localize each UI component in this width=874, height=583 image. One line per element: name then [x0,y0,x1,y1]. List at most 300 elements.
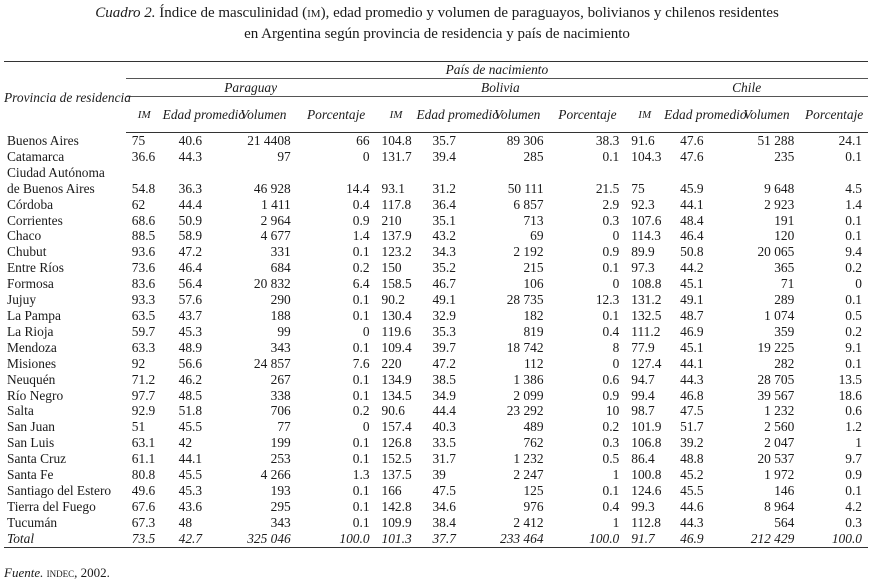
table-cell: 56.4 [178,276,203,292]
table-cell: 713 [523,212,544,228]
table-cell: 253 [270,451,291,467]
province-name: Jujuy [7,292,37,308]
table-cell: 77 [277,419,291,435]
table-cell: 24 857 [253,355,291,371]
table-row [4,467,868,483]
table-cell: 125 [523,482,544,498]
table-cell: 114.3 [631,228,661,244]
table-cell: 120 [774,228,795,244]
province-name: La Rioja [7,323,54,339]
table-cell: 0.6 [845,403,862,419]
table-cell: 35.3 [432,323,456,339]
province-name: San Luis [7,435,55,451]
table-cell: 1 232 [764,403,795,419]
table-cell: 28 735 [506,292,544,308]
table-cell: 58.9 [178,228,203,244]
table-cell: 182 [523,307,544,323]
province-name: Tierra del Fuego [7,498,96,514]
table-cell: 46.7 [432,276,456,292]
table-cell: 0.3 [602,212,620,228]
table-cell: 9.1 [845,339,862,355]
table-cell: 112 [523,355,544,371]
table-cell: 92.3 [631,196,655,212]
table-cell: 71.2 [131,371,156,387]
table-cell: 44.2 [680,260,704,276]
table-cell: 63.5 [131,307,156,323]
province-name: San Juan [7,419,55,435]
table-cell: 63.3 [131,339,156,355]
table-cell: 158.5 [381,276,412,292]
column-header: IM [126,97,163,133]
table-cell: 34.9 [432,387,456,403]
table-cell: 18 742 [506,339,544,355]
table-cell: 48.9 [178,339,203,355]
table-cell: 0.1 [352,387,370,403]
table-row [4,228,868,244]
table-cell: 0.1 [602,260,620,276]
table-cell: 150 [381,260,402,276]
table-cell: 46.9 [680,323,704,339]
table-cell: 2 192 [513,244,544,260]
table-cell [664,165,733,181]
table-cell: 706 [270,403,291,419]
table-row [4,451,868,467]
table-cell: 1 411 [261,196,291,212]
table-cell: 123.2 [381,244,412,260]
column-header: Porcentaje [550,97,626,133]
table-cell: 0.1 [352,371,370,387]
table-cell: 88.5 [131,228,156,244]
table-cell: 47.2 [432,355,456,371]
table-cell [485,165,549,181]
table-cell [550,165,626,181]
table-cell: 8 964 [764,498,795,514]
table-cell: 4.2 [845,498,862,514]
table-cell: 51 288 [757,133,795,148]
table-cell: 45.5 [178,419,203,435]
table-cell: 37.7 [416,531,485,547]
table-cell: 0.1 [352,514,370,530]
table-body [4,133,868,548]
table-cell: 21.5 [595,180,620,196]
table-cell: 47.5 [432,482,456,498]
table-cell: 33.5 [432,435,456,451]
table-cell: 0.4 [602,323,620,339]
table-cell: 90.2 [381,292,405,308]
table-cell: 188 [270,307,291,323]
table-cell: 365 [774,260,795,276]
table-cell: 104.3 [631,148,662,164]
table-cell: 0.1 [352,435,370,451]
table-cell: 0 [612,228,620,244]
caption-line-2: en Argentina según provincia de residencia y país de nacimiento [244,26,630,42]
table-cell: 117.8 [381,196,412,212]
column-header: IM [376,97,417,133]
table-cell: 0 [362,323,370,339]
table-row [4,133,868,149]
table-cell: 1.3 [352,467,370,483]
column-header: Volumen [230,97,297,133]
province-name: Salta [7,403,34,419]
table-cell: 89.9 [631,244,655,260]
column-header: Porcentaje [297,97,376,133]
table-cell: 47.6 [680,148,704,164]
table-cell: 23 292 [506,403,544,419]
table-cell: 24.1 [838,133,862,148]
table-cell: 59.7 [131,323,156,339]
table-cell: 0.6 [602,371,620,387]
table-cell: 0.1 [352,482,370,498]
table-cell: 1.4 [845,196,862,212]
table-cell: 2 099 [513,387,544,403]
table-cell: 91.6 [631,133,655,148]
table-cell: 54.8 [131,180,156,196]
table-cell: 98.7 [631,403,655,419]
table-cell: 343 [270,514,291,530]
table-cell: 68.6 [131,212,156,228]
caption-text-a: Índice de masculinidad ( [159,5,308,21]
table-cell: 4.5 [845,180,862,196]
table-cell: 47.2 [178,244,203,260]
table-cell: 45.9 [680,180,704,196]
table-cell: 46.8 [680,387,704,403]
table-cell: 48.8 [680,451,704,467]
table-cell: 94.7 [631,371,655,387]
table-cell: 2.9 [602,196,620,212]
table-cell: 199 [270,435,291,451]
table-row [4,356,868,372]
table-cell: 61.1 [131,451,156,467]
table-cell: 47.5 [680,403,704,419]
table-cell: 93.1 [381,180,405,196]
table-cell: 13.5 [838,371,862,387]
table-cell: 0.9 [602,244,620,260]
province-name: Santiago del Estero [7,482,112,498]
table-cell: 99.4 [631,387,655,403]
table-cell: 267 [270,371,291,387]
table-cell: 111.2 [631,323,661,339]
province-name: Córdoba [7,196,54,212]
table-cell: 4 266 [260,467,291,483]
table-cell: 50 111 [507,180,544,196]
province-name: Ciudad Autónoma [7,164,105,180]
column-header: Edad promedio [664,97,733,133]
table-cell: 1 [855,435,862,451]
table-cell: 67.3 [131,514,156,530]
table-row [4,419,868,435]
table-cell: 104.8 [381,133,412,148]
table-cell: 215 [523,260,544,276]
table-cell: 67.6 [131,498,156,514]
table-cell: 146 [774,482,795,498]
table-cell: 44.3 [178,148,203,164]
province-name: Chaco [7,228,42,244]
table-cell: 40.3 [432,419,456,435]
province-name: Buenos Aires [7,132,79,148]
table-cell: 9.4 [845,244,862,260]
table-row [4,181,868,197]
table-cell: 40.6 [178,133,203,148]
province-name: Chubut [7,244,47,260]
table-cell: 83.6 [131,276,156,292]
table-cell: 0.1 [845,482,862,498]
table-cell: 1 [612,467,620,483]
table-cell: 12.3 [595,292,620,308]
table-cell: 233 464 [485,531,549,547]
table-cell: 0.1 [352,498,370,514]
table-cell: 38.4 [432,514,456,530]
table-cell: 819 [523,323,544,339]
table-cell: 101.3 [376,531,417,547]
province-name: Santa Cruz [7,451,67,467]
table-cell: 48.4 [680,212,704,228]
note-label: Fuente. [4,565,44,580]
table-cell: 36.3 [178,180,203,196]
table-cell: 73.6 [131,260,156,276]
table-row [4,388,868,404]
table-cell: 131.2 [631,292,662,308]
table-cell: 0.3 [602,435,620,451]
migration-table [4,61,868,548]
province-name: Santa Fe [7,467,54,483]
table-cell: 45.2 [680,467,704,483]
caption-label: Cuadro 2. [95,5,156,21]
table-cell: 0.1 [352,292,370,308]
table-cell: 49.6 [131,482,156,498]
table-cell: 152.5 [381,451,412,467]
table-cell: 106 [523,276,544,292]
total-row [4,531,868,547]
column-header: Porcentaje [800,97,868,133]
table-cell: 93.6 [131,244,156,260]
table-cell: 69 [530,228,544,244]
caption-abbr: im [307,5,321,21]
table-cell: 73.5 [126,531,163,547]
table-cell: 43.2 [432,228,456,244]
table-cell: 97 [277,148,291,164]
table-cell: 124.6 [631,482,662,498]
table-cell: 976 [523,498,544,514]
table-cell [163,165,231,181]
table-cell: 44.6 [680,498,704,514]
table-cell: 2 964 [260,212,291,228]
table-cell: 48.5 [178,387,203,403]
table-cell: 127.4 [631,355,662,371]
table-cell: 45.5 [178,467,203,483]
group-header-bolivia: Bolivia [376,79,626,97]
table-cell: 0.1 [352,339,370,355]
table-cell: 1 386 [513,371,544,387]
table-cell: 101.9 [631,419,662,435]
table-cell: 0.2 [845,260,862,276]
table-cell: 126.8 [381,435,412,451]
province-header: Provincia de residencia [4,62,126,133]
table-cell: 77.9 [631,339,655,355]
table-cell: 564 [774,514,795,530]
table-cell: 1.2 [845,419,862,435]
table-cell: 100.8 [631,467,662,483]
table-cell: 0.2 [602,419,620,435]
table-cell: 44.3 [680,371,704,387]
table-cell: 39.2 [680,435,704,451]
table-cell: 49.1 [680,292,704,308]
table-row [4,213,868,229]
province-name: de Buenos Aires [7,180,95,196]
table-cell: 0.1 [352,244,370,260]
table-cell: 100.0 [297,531,376,547]
table-cell: 210 [381,212,402,228]
table-cell: 220 [381,355,402,371]
caption-line-1 [0,3,874,24]
table-cell: 0.1 [602,148,620,164]
table-cell: 28 705 [757,371,795,387]
table-cell: 39 [432,467,446,483]
table-cell [376,165,417,181]
table-cell: 10 [605,403,620,419]
province-name: Catamarca [7,148,65,164]
table-cell: 134.5 [381,387,412,403]
table-cell: 0 [612,276,620,292]
table-cell: 130.4 [381,307,412,323]
table-cell: 56.6 [178,355,203,371]
table-cell: 14.4 [346,180,370,196]
province-name: Tucumán [7,514,58,530]
province-name: Corrientes [7,212,63,228]
column-header: Edad promedio [163,97,231,133]
table-cell: 325 046 [230,531,297,547]
table-cell: 7.6 [352,355,370,371]
table-cell: 0.4 [602,498,620,514]
column-header: Volumen [733,97,801,133]
table-cell: 0 [855,276,862,292]
table-cell: 290 [270,292,291,308]
table-cell: 21 4408 [247,133,291,148]
table-cell: 109.4 [381,339,412,355]
table-cell: 51 [131,419,146,435]
table-cell: 50.8 [680,244,704,260]
table-cell: 92 [131,355,146,371]
table-cell: 46.2 [178,371,203,387]
table-cell: 1 972 [764,467,795,483]
table-cell: 684 [270,260,291,276]
table-cell [230,165,297,181]
table-cell: 2 560 [764,419,795,435]
table-caption [0,3,874,45]
table-cell: 1 074 [764,307,795,323]
table-cell: 0.1 [845,355,862,371]
table-cell: 107.6 [631,212,662,228]
table-cell: 0.9 [352,212,370,228]
table-row [4,372,868,388]
table-cell: 0.1 [845,292,862,308]
table-cell: 48 [178,514,193,530]
table-cell [126,165,163,181]
table-cell [416,165,485,181]
table-cell: 1.4 [352,228,370,244]
column-header: Edad promedio [416,97,485,133]
table-cell: 93.3 [131,292,156,308]
table-row [4,324,868,340]
table-cell [297,165,376,181]
table-cell: 92.9 [131,403,156,419]
table-cell: 191 [774,212,795,228]
table-cell: 0 [362,148,370,164]
table-cell: 762 [523,435,544,451]
table-cell: 212 429 [733,531,801,547]
province-name: Entre Ríos [7,260,64,276]
table-cell: 34.3 [432,244,456,260]
table-cell: 97.3 [631,260,655,276]
table-cell: 36.6 [131,148,156,164]
table-cell: 0.1 [602,307,620,323]
table-cell: 31.2 [432,180,456,196]
table-cell: 48.7 [680,307,704,323]
table-cell: 0.2 [352,260,370,276]
table-cell: 51.8 [178,403,203,419]
table-cell: 343 [270,339,291,355]
source-note [4,565,110,581]
table-row [4,340,868,356]
table-cell: 38.5 [432,371,456,387]
table-cell: 91.7 [625,531,664,547]
table-cell: 20 065 [757,244,795,260]
table-row [4,197,868,213]
table-row [4,308,868,324]
table-cell: 289 [774,292,795,308]
table-cell: 46 928 [253,180,291,196]
table-row [4,244,868,260]
table-cell: 66 [356,133,370,148]
table-cell: 75 [631,180,645,196]
table-cell: 99 [277,323,291,339]
table-cell: 166 [381,482,402,498]
table-cell: 35.1 [432,212,456,228]
group-header-paraguay: Paraguay [126,79,376,97]
table-cell: 97.7 [131,387,156,403]
table-cell: 44.3 [680,514,704,530]
table-cell: 235 [774,148,795,164]
table-cell: 6 857 [513,196,544,212]
table-cell: 132.5 [631,307,662,323]
table-cell: 50.9 [178,212,203,228]
table-cell: 20 537 [757,451,795,467]
table-cell: 0.1 [845,148,862,164]
table-row [4,435,868,451]
note-source: indec [46,565,75,580]
table-row [4,149,868,165]
table-cell: 38.3 [595,133,620,148]
table-cell: 42 [178,435,193,451]
table-cell: 43.6 [178,498,203,514]
table-cell [800,165,868,181]
column-header: IM [625,97,664,133]
table-cell: 32.9 [432,307,456,323]
group-header-chile: Chile [625,79,868,97]
province-name: La Pampa [7,307,61,323]
table-cell: 44.4 [432,403,456,419]
table-cell: 0.1 [352,451,370,467]
table-cell: 44.4 [178,196,203,212]
table-cell: 0.9 [845,467,862,483]
table-cell: 20 832 [253,276,291,292]
table-cell: 75 [131,133,146,148]
table-cell: 36.4 [432,196,456,212]
province-name: Neuquén [7,371,56,387]
table-cell: 45.1 [680,339,704,355]
country-group-header: País de nacimiento [126,62,868,79]
table-cell: 57.6 [178,292,203,308]
table-cell: 86.4 [631,451,655,467]
